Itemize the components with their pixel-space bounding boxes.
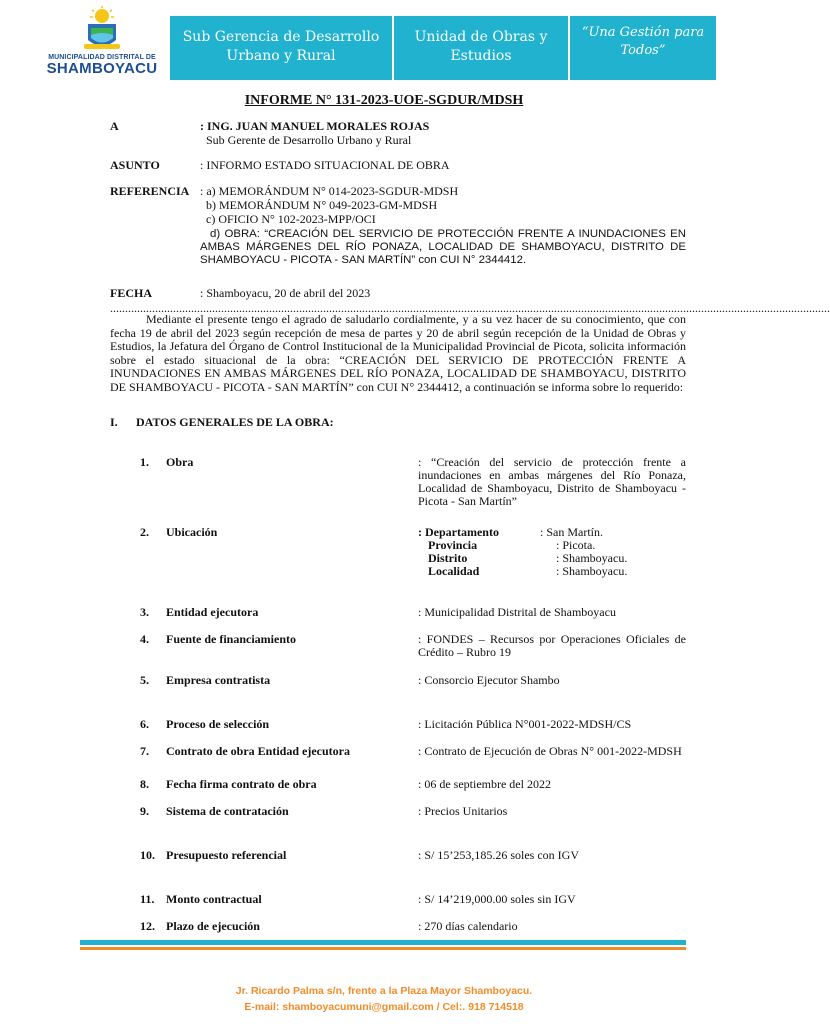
banner-unidad-text: Unidad de Obras y Estudios <box>414 29 548 64</box>
item-label: Fuente de financiamiento <box>166 632 296 646</box>
item-number: 2. <box>140 525 149 539</box>
location-district-label: Distrito <box>428 551 468 565</box>
item-number: 4. <box>140 632 149 646</box>
reference-a: : a) MEMORÁNDUM N° 014-2023-SGDUR-MDSH <box>200 184 459 198</box>
item-value: : S/ 14’219,000.00 soles sin IGV <box>418 892 576 906</box>
item-number: 9. <box>140 804 149 818</box>
reference-label: REFERENCIA <box>110 184 190 198</box>
item-value: : Consorcio Ejecutor Shambo <box>418 673 560 687</box>
banner-slogan <box>570 16 716 80</box>
item-label: Monto contractual <box>166 892 262 906</box>
item-number: 5. <box>140 673 149 687</box>
item-label: Plazo de ejecución <box>166 919 260 933</box>
to-name: : ING. JUAN MANUEL MORALES ROJAS <box>200 119 430 133</box>
item-label: Proceso de selección <box>166 717 270 731</box>
footer-contact: E-mail: shamboyacumuni@gmail.com / Cel:. 918 714518 <box>244 1001 524 1013</box>
reference-d: d) OBRA: “CREACIÓN DEL SERVICIO DE PROTECCIÓN FRENTE A INUNDACIONES EN AMBAS MÁRGENES DEL RÍO PONAZA, LOCALIDAD DE SHAMBOYACU, DISTRITO DE SHAMBOYACU - PICOTA - SAN MARTÍN” con CUI N° 2344412. <box>200 228 686 266</box>
item-number: 8. <box>140 777 149 791</box>
reference-b: b) MEMORÁNDUM N° 049-2023-GM-MDSH <box>206 198 438 212</box>
to-label: A <box>110 119 119 133</box>
item-value: : Precios Unitarios <box>418 804 508 818</box>
date-value: : Shamboyacu, 20 de abril del 2023 <box>200 286 371 300</box>
letterhead <box>0 0 768 84</box>
item-number: 3. <box>140 605 149 619</box>
item-label: Ubicación <box>166 525 218 539</box>
item-number: 12. <box>140 919 155 933</box>
location-locality-label: Localidad <box>428 564 480 578</box>
item-label: Sistema de contratación <box>166 804 289 818</box>
item-value: : 06 de septiembre del 2022 <box>418 777 551 791</box>
municipality-logo <box>44 6 160 80</box>
banner-subgerencia <box>170 16 392 80</box>
footer-address: Jr. Ricardo Palma s/n, frente a la Plaza Mayor Shamboyacu. <box>235 985 533 997</box>
item-number: 7. <box>140 744 149 758</box>
item-label: Obra <box>166 455 194 469</box>
location-province-value: : Picota. <box>556 538 596 552</box>
item-label: Fecha firma contrato de obra <box>166 777 317 791</box>
section-title: DATOS GENERALES DE LA OBRA: <box>136 415 334 429</box>
report-title: INFORME N° 131-2023-UOE-SGDUR/MDSH <box>244 93 524 108</box>
item-label: Empresa contratista <box>166 673 271 687</box>
to-role: Sub Gerente de Desarrollo Urbano y Rural <box>206 133 412 147</box>
location-department-label: : Departamento <box>418 525 499 539</box>
item-value: : Municipalidad Distrital de Shamboyacu <box>418 605 616 619</box>
item-value: : Contrato de Ejecución de Obras N° 001-2022-MDSH <box>418 744 682 758</box>
footer-rule-blue <box>80 940 686 945</box>
dotted-separator: ................................................................................................................................................................................................................................................ <box>110 301 830 315</box>
item-number: 1. <box>140 455 149 469</box>
item-value: : FONDES – Recursos por Operaciones Oficiales de Crédito – Rubro 19 <box>418 632 686 659</box>
logo-text-line1: MUNICIPALIDAD DISTRITAL DE <box>48 54 156 61</box>
location-province-label: Provincia <box>428 538 478 552</box>
date-label: FECHA <box>110 286 152 300</box>
location-locality-value: : Shamboyacu. <box>556 564 628 578</box>
item-value: : 270 días calendario <box>418 919 518 933</box>
item-label: Contrato de obra Entidad ejecutora <box>166 744 350 758</box>
item-number: 10. <box>140 848 155 862</box>
footer-rule-orange <box>80 947 686 950</box>
subject-value: : INFORMO ESTADO SITUACIONAL DE OBRA <box>200 158 450 172</box>
banner-unidad <box>394 16 568 80</box>
body-paragraph: Mediante el presente tengo el agrado de saludarlo cordialmente, y a su vez hacer de su conocimiento, que con fecha 19 de abril del 2023 según recepción de mesa de partes y 20 de abril según recepción de la Unidad de Obras y Estudios, la Jefatura del Órgano de Control Institucional de la Municipalidad Provincial de Picota, solicita información sobre el estado situacional de la obra: “CREACIÓN DEL SERVICIO DE PROTECCIÓN FRENTE A INUNDACIONES EN AMBAS MÁRGENES DEL RÍO PONAZA, LOCALIDAD DE SHAMBOYACU, DISTRITO DE SHAMBOYACU - PICOTA - SAN MARTÍN” con CUI N° 2344412, a continuación se informa sobre lo requerido: <box>110 312 686 394</box>
logo-text-line2: SHAMBOYACU <box>46 60 158 77</box>
item-value: : “Creación del servicio de protección frente a inundaciones en ambas márgenes del Río Ponaza, Localidad de Shamboyacu, Distrito de Shamboyacu - Picota - San Martín” <box>418 455 686 508</box>
reference-c: c) OFICIO N° 102-2023-MPP/OCI <box>206 212 376 226</box>
item-label: Entidad ejecutora <box>166 605 259 619</box>
location-district-value: : Shamboyacu. <box>556 551 628 565</box>
banner-subgerencia-text: Sub Gerencia de Desarrollo Urbano y Rural <box>182 29 380 64</box>
item-number: 6. <box>140 717 149 731</box>
item-label: Presupuesto referencial <box>166 848 287 862</box>
location-department-value: : San Martín. <box>540 525 603 539</box>
item-number: 11. <box>140 892 155 906</box>
item-value: : S/ 15’253,185.26 soles con IGV <box>418 848 579 862</box>
item-value: : Licitación Pública N°001-2022-MDSH/CS <box>418 717 632 731</box>
subject-label: ASUNTO <box>110 158 160 172</box>
municipality-emblem-icon <box>80 6 124 54</box>
banner-slogan-text: “Una Gestión para Todos” <box>581 25 705 58</box>
section-number: I. <box>110 415 118 429</box>
